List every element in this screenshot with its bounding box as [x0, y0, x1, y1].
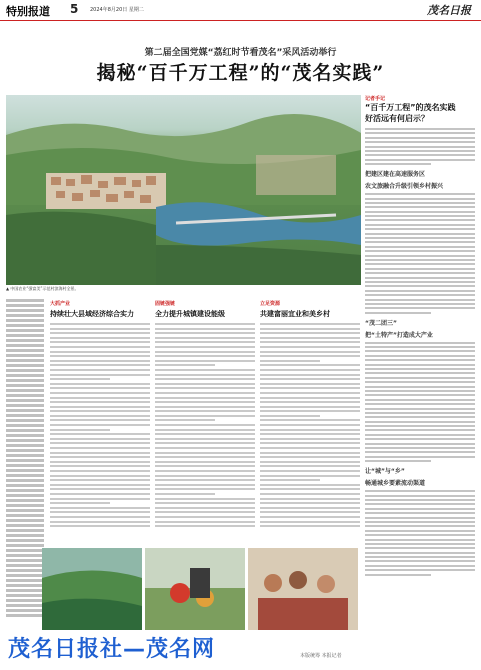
- footer-credit: 本版统筹 本报记者: [300, 653, 342, 659]
- bottom-photo-1: [42, 548, 142, 630]
- issue-date: 2024年8月20日 星期二: [90, 7, 144, 13]
- page-number: 5: [70, 2, 79, 16]
- bottom-photo-3: [248, 548, 358, 630]
- column-1-heading: 持续壮大县域经济综合实力: [50, 310, 134, 318]
- panel-subheading-4: 把“土特产”打造成大产业: [365, 331, 433, 339]
- header-rule: [0, 20, 481, 21]
- panel-subheading-1: 把建区建在高速服务区: [365, 171, 426, 179]
- article-column-2: [155, 300, 255, 540]
- column-3-tag: 立足资源: [260, 301, 281, 307]
- panel-subheading-6: 畅通城乡要素流动渠道: [365, 480, 426, 488]
- article-column-3: [260, 300, 360, 540]
- column-3-heading: 共建富丽宜业和美乡村: [260, 310, 330, 318]
- site-watermark: 茂名日报社—茂名网: [8, 637, 216, 662]
- panel-heading-2: 好活远有何启示？: [365, 114, 429, 123]
- panel-subheading-3: “茂二团三”: [365, 319, 397, 327]
- article-column-1: [50, 300, 150, 540]
- panel-heading-1: “百千万工程”的茂名实践: [365, 103, 456, 112]
- side-text-column: [6, 297, 44, 627]
- panel-tag: 记者手记: [365, 96, 386, 102]
- panel-subheading-5: 让“城”与“乡”: [365, 468, 405, 476]
- newspaper-logo: 茂名日报: [427, 4, 471, 17]
- kicker: 第二届全国党媒“荔红时节看茂名”采风活动举行: [144, 48, 337, 58]
- village-panorama-photo: [6, 95, 361, 285]
- panel-subheading-2: 农文旅融合升级引领乡村振兴: [365, 183, 444, 191]
- column-2-heading: 全力提升城镇建设能级: [155, 310, 225, 318]
- headline: 揭秘“百千万工程”的“茂名实践”: [96, 62, 385, 84]
- photo-caption: ▲ 中国农业“强富美”示范村滨海村全景。: [6, 286, 79, 291]
- bottom-photo-2: [145, 548, 245, 630]
- section-label: 特别报道: [6, 5, 50, 18]
- column-1-tag: 大抓产业: [50, 301, 71, 307]
- reporter-notes-panel: [365, 95, 475, 655]
- column-2-tag: 固链强链: [155, 301, 176, 307]
